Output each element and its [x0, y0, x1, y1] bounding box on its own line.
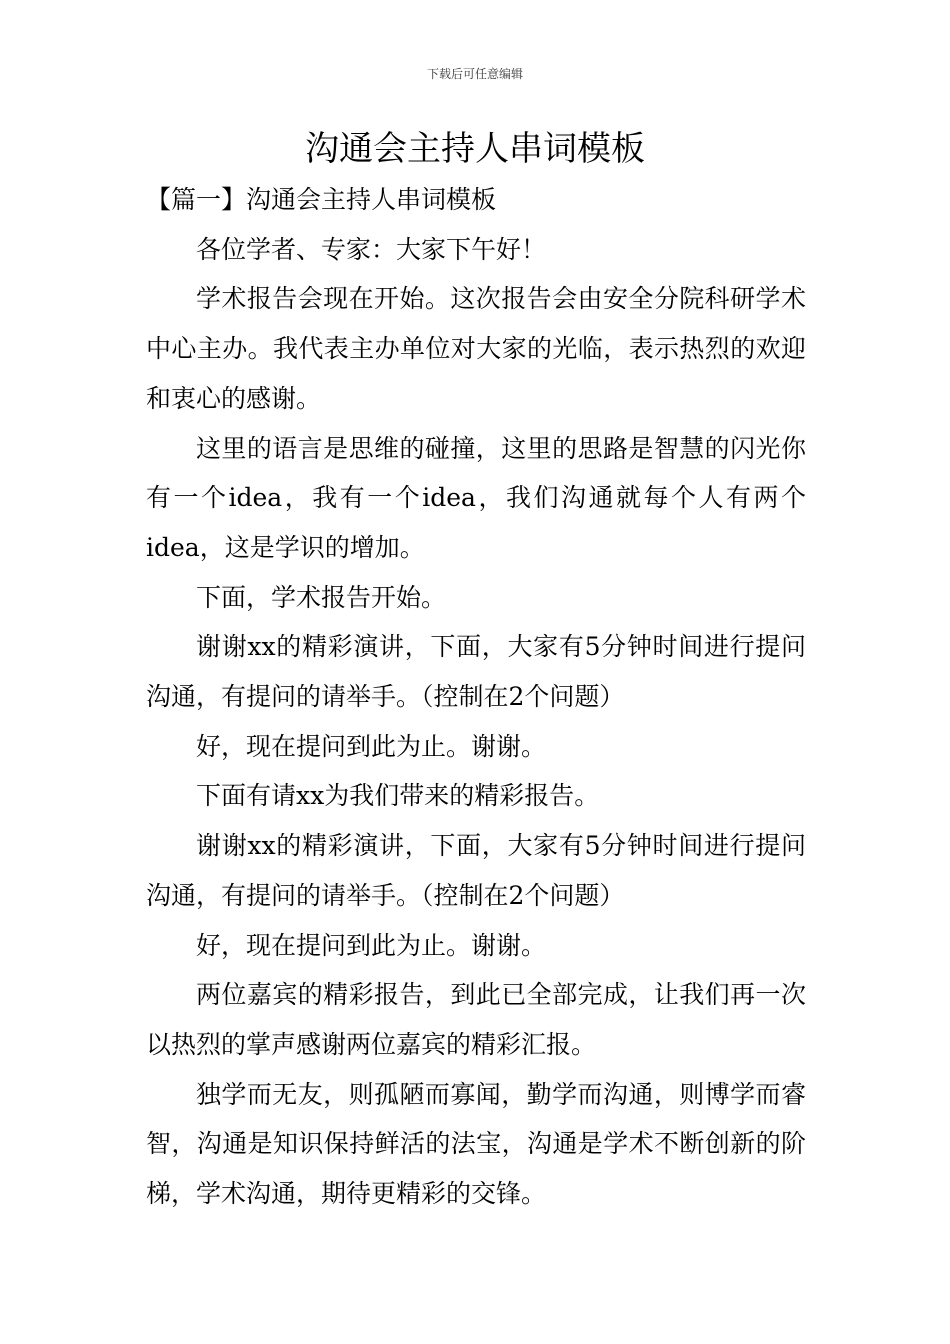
- paragraph-conclusion: 独学而无友，则孤陋而寡闻，勤学而沟通，则博学而睿智，沟通是知识保持鲜活的法宝，沟通是学术不断创新的阶梯，学术沟通，期待更精彩的交锋。: [146, 1079, 806, 1209]
- paragraph-greeting: 各位学者、专家：大家下午好！: [196, 234, 547, 264]
- paragraph-end-questions-1: 好，现在提问到此为止。谢谢。: [196, 731, 547, 761]
- section-heading: 【篇一】沟通会主持人串词模板: [146, 185, 497, 214]
- header-note: 下载后可任意编辑: [426, 67, 523, 81]
- paragraph-end-questions-2: 好，现在提问到此为止。谢谢。: [196, 930, 547, 960]
- paragraph-thanks-1: 谢谢xx的精彩演讲，下面，大家有5分钟时间进行提问沟通，有提问的请举手。（控制在2个问题）: [146, 632, 806, 712]
- paragraph-opening: 学术报告会现在开始。这次报告会由安全分院科研学术中心主办。我代表主办单位对大家的光临，表示热烈的欢迎和衷心的感谢。: [146, 284, 806, 413]
- document-body: [146, 175, 806, 1219]
- paragraph-idea: 这里的语言是思维的碰撞，这里的思路是智慧的闪光你有一个idea，我有一个idea，我们沟通就每个人有两个idea，这是学识的增加。: [146, 433, 806, 562]
- paragraph-next-speaker: 下面有请xx为我们带来的精彩报告。: [196, 781, 600, 811]
- paragraph-closing-thanks: 两位嘉宾的精彩报告，到此已全部完成，让我们再一次以热烈的掌声感谢两位嘉宾的精彩汇报。: [146, 980, 806, 1059]
- paragraph-thanks-2: 谢谢xx的精彩演讲，下面，大家有5分钟时间进行提问沟通，有提问的请举手。（控制在2个问题）: [146, 831, 806, 910]
- paragraph-start: 下面，学术报告开始。: [196, 582, 447, 612]
- document-title: 沟通会主持人串词模板: [305, 129, 645, 169]
